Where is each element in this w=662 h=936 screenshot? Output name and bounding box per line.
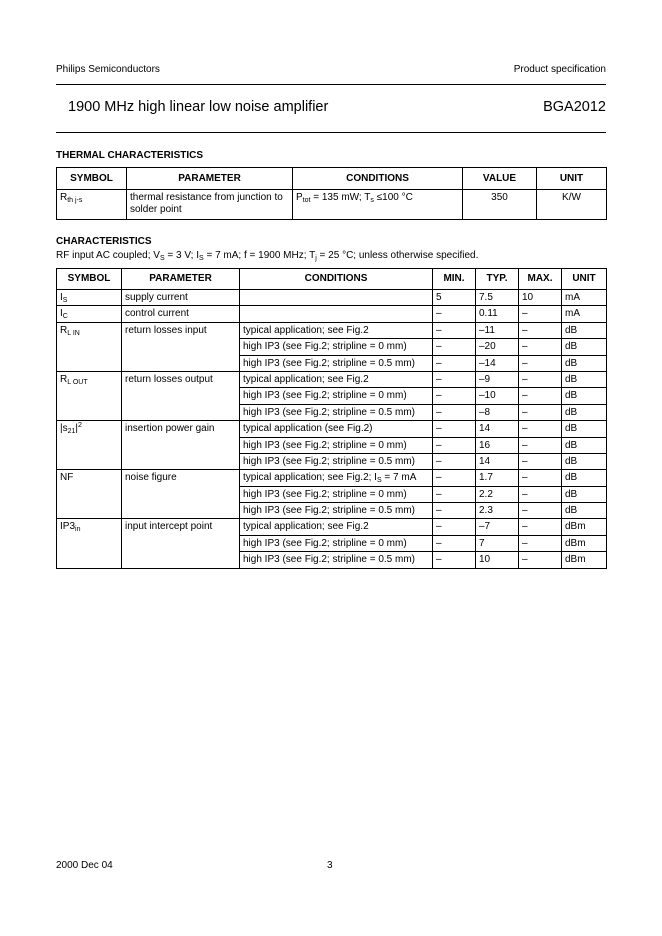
thermal-value: 350 bbox=[463, 190, 537, 220]
page-number: 3 bbox=[327, 860, 333, 871]
table-row bbox=[57, 470, 607, 486]
param-control-current: control current bbox=[122, 306, 240, 322]
cell-typ: –8 bbox=[476, 404, 519, 420]
cell-max: – bbox=[519, 322, 562, 338]
cell-typ: 10 bbox=[476, 552, 519, 568]
cell-typ: –9 bbox=[476, 371, 519, 387]
cell-max: – bbox=[519, 371, 562, 387]
cell-max: – bbox=[519, 470, 562, 486]
cell-cond: high IP3 (see Fig.2; stripline = 0.5 mm) bbox=[240, 453, 433, 469]
table-row bbox=[57, 519, 607, 535]
cell-max: – bbox=[519, 339, 562, 355]
cell-max: – bbox=[519, 355, 562, 371]
cell-unit: dB bbox=[562, 453, 607, 469]
characteristics-header-row bbox=[57, 269, 607, 290]
thermal-table bbox=[56, 167, 607, 220]
cell-typ: –11 bbox=[476, 322, 519, 338]
cell-typ: 7 bbox=[476, 535, 519, 551]
cell-min: – bbox=[433, 371, 476, 387]
cell-typ: 14 bbox=[476, 453, 519, 469]
col-conditions: CONDITIONS bbox=[293, 168, 463, 190]
cell-cond: typical application; see Fig.2 bbox=[240, 519, 433, 535]
cell-typ: –10 bbox=[476, 388, 519, 404]
col-typ: TYP. bbox=[476, 269, 519, 290]
cell-unit: dB bbox=[562, 388, 607, 404]
cell-cond: high IP3 (see Fig.2; stripline = 0.5 mm) bbox=[240, 503, 433, 519]
cell-min: – bbox=[433, 339, 476, 355]
symbol-ip3-in: $IP3_{in}$ bbox=[57, 519, 122, 568]
cell-typ: 14 bbox=[476, 421, 519, 437]
cell-unit: mA bbox=[562, 290, 607, 306]
param-return-losses-input: return losses input bbox=[122, 322, 240, 371]
cell-min: – bbox=[433, 388, 476, 404]
characteristics-heading: CHARACTERISTICS bbox=[56, 236, 152, 247]
footer-date: 2000 Dec 04 bbox=[56, 860, 113, 871]
table-row bbox=[57, 322, 607, 338]
cell-min: – bbox=[433, 355, 476, 371]
param-insertion-power-gain: insertion power gain bbox=[122, 421, 240, 470]
param-return-losses-output: return losses output bbox=[122, 371, 240, 420]
cell-min: – bbox=[433, 306, 476, 322]
param-input-intercept-point: input intercept point bbox=[122, 519, 240, 568]
characteristics-note: RF input AC coupled; $V_S = 3$ V; $I_S = 7$ mA; f = 1900 MHz; $T_j = 25$ °C; unless otherwise specified. bbox=[56, 250, 479, 262]
cell-cond: typical application (see Fig.2) bbox=[240, 421, 433, 437]
cell-unit: dB bbox=[562, 339, 607, 355]
cell-cond: high IP3 (see Fig.2; stripline = 0 mm) bbox=[240, 535, 433, 551]
col-min: MIN. bbox=[433, 269, 476, 290]
cell-cond: typical application; see Fig.2 bbox=[240, 322, 433, 338]
cell-max: – bbox=[519, 421, 562, 437]
cell-cond: high IP3 (see Fig.2; stripline = 0 mm) bbox=[240, 437, 433, 453]
symbol-s21: $|s_{21}|^2$ bbox=[57, 421, 122, 470]
table-row bbox=[57, 290, 607, 306]
col-unit: UNIT bbox=[562, 269, 607, 290]
cell-cond: high IP3 (see Fig.2; stripline = 0 mm) bbox=[240, 388, 433, 404]
cell-max: – bbox=[519, 519, 562, 535]
thermal-symbol: $R_{th j-s}$ bbox=[57, 190, 127, 220]
cell-unit: dB bbox=[562, 437, 607, 453]
cell-typ: 2.2 bbox=[476, 486, 519, 502]
cell-cond bbox=[240, 306, 433, 322]
cell-max: – bbox=[519, 388, 562, 404]
thermal-row bbox=[57, 190, 607, 220]
table-row bbox=[57, 306, 607, 322]
table-row bbox=[57, 421, 607, 437]
cell-min: – bbox=[433, 535, 476, 551]
col-symbol: SYMBOL bbox=[57, 168, 127, 190]
col-unit: UNIT bbox=[537, 168, 607, 190]
document-title: 1900 MHz high linear low noise amplifier bbox=[68, 99, 329, 115]
col-conditions: CONDITIONS bbox=[240, 269, 433, 290]
cell-cond: high IP3 (see Fig.2; stripline = 0.5 mm) bbox=[240, 355, 433, 371]
cell-unit: dB bbox=[562, 404, 607, 420]
cell-min: – bbox=[433, 470, 476, 486]
cell-typ: 2.3 bbox=[476, 503, 519, 519]
title-divider bbox=[56, 132, 606, 133]
col-symbol: SYMBOL bbox=[57, 269, 122, 290]
cell-unit: mA bbox=[562, 306, 607, 322]
col-parameter: PARAMETER bbox=[127, 168, 293, 190]
symbol-nf: NF bbox=[57, 470, 122, 519]
symbol-is: $I_S$ bbox=[57, 290, 122, 306]
cell-min: – bbox=[433, 421, 476, 437]
cell-max: 10 bbox=[519, 290, 562, 306]
cell-unit: dBm bbox=[562, 535, 607, 551]
cell-max: – bbox=[519, 535, 562, 551]
thermal-unit: K/W bbox=[537, 190, 607, 220]
cell-cond: typical application; see Fig.2 bbox=[240, 371, 433, 387]
cell-max: – bbox=[519, 437, 562, 453]
cell-min: 5 bbox=[433, 290, 476, 306]
cell-max: – bbox=[519, 503, 562, 519]
cell-min: – bbox=[433, 486, 476, 502]
cell-cond: typical application; see Fig.2; $I_S = 7$ mA bbox=[240, 470, 433, 486]
cell-unit: dB bbox=[562, 470, 607, 486]
symbol-rl-out: $R_{L OUT}$ bbox=[57, 371, 122, 420]
col-value: VALUE bbox=[463, 168, 537, 190]
cell-cond bbox=[240, 290, 433, 306]
cell-min: – bbox=[433, 453, 476, 469]
cell-typ: –7 bbox=[476, 519, 519, 535]
cell-unit: dB bbox=[562, 503, 607, 519]
cell-unit: dB bbox=[562, 486, 607, 502]
part-number: BGA2012 bbox=[543, 99, 606, 115]
cell-min: – bbox=[433, 552, 476, 568]
cell-typ: –20 bbox=[476, 339, 519, 355]
cell-max: – bbox=[519, 404, 562, 420]
cell-typ: 0.11 bbox=[476, 306, 519, 322]
cell-unit: dB bbox=[562, 371, 607, 387]
cell-typ: 1.7 bbox=[476, 470, 519, 486]
cell-max: – bbox=[519, 453, 562, 469]
table-row bbox=[57, 371, 607, 387]
cell-cond: high IP3 (see Fig.2; stripline = 0 mm) bbox=[240, 339, 433, 355]
characteristics-table bbox=[56, 268, 607, 569]
param-supply-current: supply current bbox=[122, 290, 240, 306]
cell-typ: 7.5 bbox=[476, 290, 519, 306]
cell-min: – bbox=[433, 519, 476, 535]
cell-cond: high IP3 (see Fig.2; stripline = 0.5 mm) bbox=[240, 404, 433, 420]
cell-typ: 16 bbox=[476, 437, 519, 453]
param-noise-figure: noise figure bbox=[122, 470, 240, 519]
cell-min: – bbox=[433, 437, 476, 453]
cell-unit: dBm bbox=[562, 552, 607, 568]
symbol-ic: $I_C$ bbox=[57, 306, 122, 322]
cell-cond: high IP3 (see Fig.2; stripline = 0.5 mm) bbox=[240, 552, 433, 568]
thermal-heading: THERMAL CHARACTERISTICS bbox=[56, 150, 204, 161]
col-parameter: PARAMETER bbox=[122, 269, 240, 290]
thermal-parameter: thermal resistance from junction to solder point bbox=[127, 190, 293, 220]
company-name: Philips Semiconductors bbox=[56, 64, 160, 75]
cell-unit: dBm bbox=[562, 519, 607, 535]
cell-unit: dB bbox=[562, 421, 607, 437]
cell-min: – bbox=[433, 503, 476, 519]
cell-max: – bbox=[519, 552, 562, 568]
thermal-header-row bbox=[57, 168, 607, 190]
symbol-rl-in: $R_{L IN}$ bbox=[57, 322, 122, 371]
col-max: MAX. bbox=[519, 269, 562, 290]
cell-max: – bbox=[519, 486, 562, 502]
document-type: Product specification bbox=[513, 64, 606, 75]
header-divider bbox=[56, 84, 606, 85]
cell-typ: –14 bbox=[476, 355, 519, 371]
cell-unit: dB bbox=[562, 355, 607, 371]
thermal-conditions: $P_{tot} = 135$ mW; $T_s \le 100$ °C bbox=[293, 190, 463, 220]
cell-min: – bbox=[433, 322, 476, 338]
cell-unit: dB bbox=[562, 322, 607, 338]
cell-max: – bbox=[519, 306, 562, 322]
cell-min: – bbox=[433, 404, 476, 420]
cell-cond: high IP3 (see Fig.2; stripline = 0 mm) bbox=[240, 486, 433, 502]
